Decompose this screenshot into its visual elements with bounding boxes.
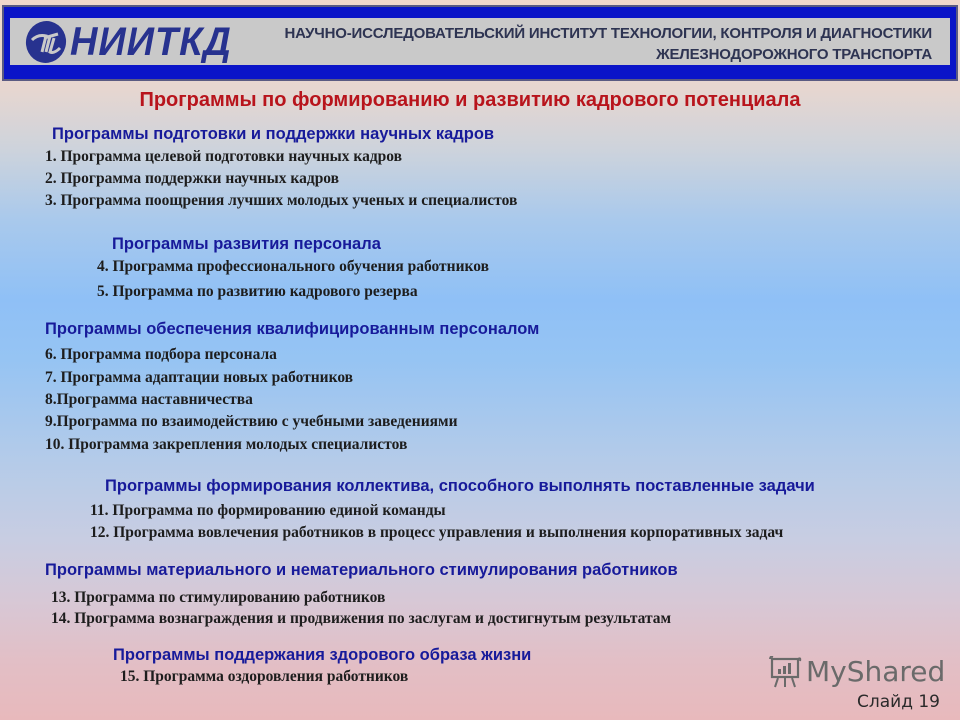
niitkd-logo-icon [24,20,68,64]
list-item: 8.Программа наставничества [45,391,253,408]
institute-name-line1: НАУЧНО-ИССЛЕДОВАТЕЛЬСКИЙ ИНСТИТУТ ТЕХНОЛОГИИ, КОНТРОЛЯ И ДИАГНОСТИКИ [284,25,932,42]
section-heading-qualified-staff: Программы обеспечения квалифицированным персоналом [45,320,540,338]
list-item: 7. Программа адаптации новых работников [45,369,354,386]
list-item: 1. Программа целевой подготовки научных кадров [45,148,403,165]
slide-title: Программы по формированию и развитию кадрового потенциала [139,89,801,111]
myshared-watermark [768,655,945,688]
list-item: 9.Программа по взаимодействию с учебными заведениями [45,413,458,430]
list-item: 5. Программа по развитию кадрового резерва [97,283,418,300]
slide-number: Слайд 19 [857,692,940,712]
list-item: 14. Программа вознаграждения и продвижения по заслугам и достигнутым результатам [51,610,672,627]
list-item: 4. Программа профессионального обучения работников [97,258,489,275]
section-heading-team: Программы формирования коллектива, способного выполнять поставленные задачи [105,477,815,495]
list-item: 10. Программа закрепления молодых специалистов [45,436,408,453]
logo [24,20,240,64]
logo-text: НИИТКД [70,19,232,64]
institute-name [284,23,932,65]
presentation-board-icon [768,656,802,688]
section-heading-health: Программы поддержания здорового образа жизни [113,646,532,664]
list-item: 12. Программа вовлечения работников в процесс управления и выполнения корпоративных задач [90,524,784,541]
list-item: 11. Программа по формированию единой команды [90,502,446,519]
institute-name-line2: ЖЕЛЕЗНОДОРОЖНОГО ТРАНСПОРТА [656,46,932,63]
list-item: 2. Программа поддержки научных кадров [45,170,340,187]
list-item: 13. Программа по стимулированию работников [51,589,386,606]
section-heading-motivation: Программы материального и нематериального стимулирования работников [45,561,678,579]
institute-header [2,5,958,81]
list-item: 6. Программа подбора персонала [45,346,277,363]
section-heading-development: Программы развития персонала [112,235,381,253]
header-frame [4,7,956,79]
watermark-text: MyShared [806,655,946,688]
list-item: 15. Программа оздоровления работников [120,668,409,685]
header-band [10,18,950,65]
section-heading-scientific: Программы подготовки и поддержки научных кадров [52,125,495,143]
list-item: 3. Программа поощрения лучших молодых ученых и специалистов [45,192,518,209]
